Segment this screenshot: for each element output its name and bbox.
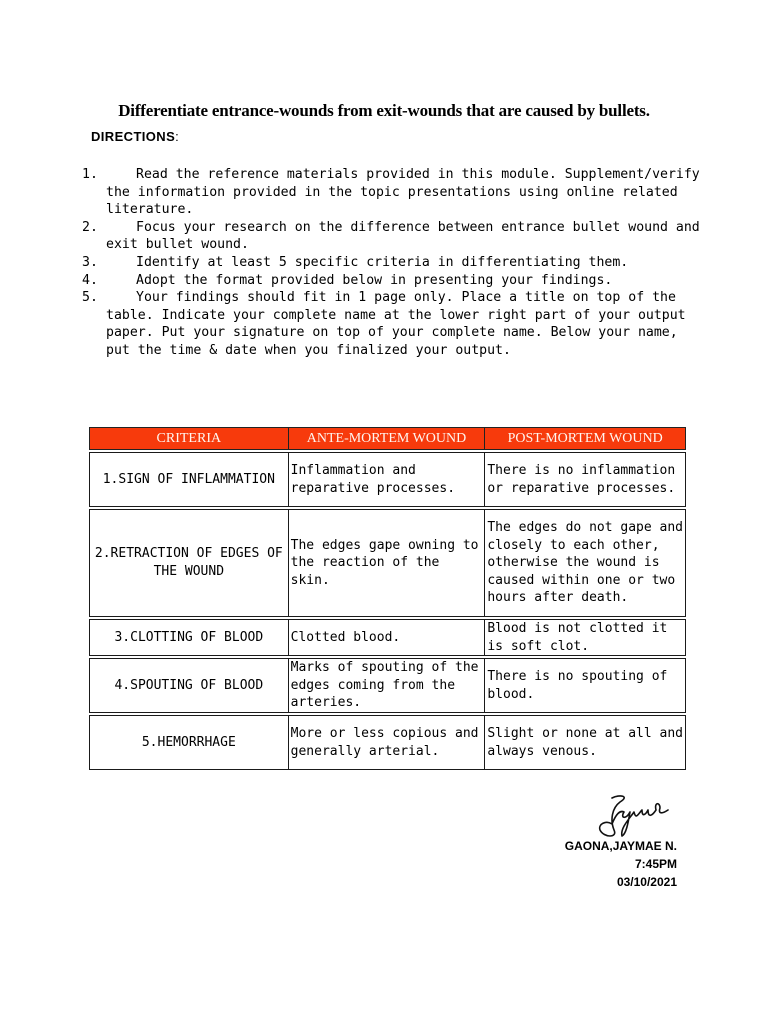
ante-mortem-cell: Inflammation and reparative processes.: [289, 452, 486, 507]
ante-mortem-cell: Clotted blood.: [289, 619, 486, 656]
header-post-mortem: POST-MORTEM WOUND: [485, 427, 686, 450]
post-mortem-cell: Slight or none at all and always venous.: [485, 715, 686, 770]
criteria-cell: 4.SPOUTING OF BLOOD: [89, 658, 289, 713]
header-criteria: CRITERIA: [89, 427, 289, 450]
direction-number: 5.: [82, 290, 98, 306]
table-row: [89, 715, 686, 770]
direction-number: 3.: [82, 254, 98, 270]
criteria-cell: 1.SIGN OF INFLAMMATION: [89, 452, 289, 507]
directions-colon: :: [175, 129, 180, 144]
direction-text: Focus your research on the difference between entrance bullet wound and exit bullet wound.: [106, 219, 700, 253]
table-header-row: [89, 427, 686, 450]
page-title: Differentiate entrance-wounds from exit-wounds that are caused by bullets.: [118, 101, 650, 120]
author-name: GAONA,JAYMAE N.: [564, 839, 677, 853]
direction-text: Identify at least 5 specific criteria in differentiating them.: [136, 254, 629, 270]
ante-mortem-cell: More or less copious and generally arterial.: [289, 715, 486, 770]
direction-item: [82, 219, 702, 254]
direction-text: Read the reference materials provided in this module. Supplement/verify the information provided in the topic presentations using online related literature.: [106, 167, 700, 218]
table-row: [89, 619, 686, 656]
criteria-cell: 5.HEMORRHAGE: [89, 715, 289, 770]
post-mortem-cell: There is no spouting of blood.: [485, 658, 686, 713]
completion-date: 03/10/2021: [616, 875, 677, 889]
table-row: [89, 509, 686, 617]
findings-table: [89, 425, 686, 772]
table-row: [89, 658, 686, 713]
ante-mortem-cell: Marks of spouting of the edges coming from the arteries.: [289, 658, 486, 713]
direction-number: 4.: [82, 272, 98, 288]
post-mortem-cell: The edges do not gape and closely to each other, otherwise the wound is caused within one or two hours after death.: [485, 509, 686, 617]
signature: [590, 790, 670, 840]
criteria-cell: 2.RETRACTION OF EDGES OF THE WOUND: [89, 509, 289, 617]
direction-item: [82, 166, 702, 219]
directions-list: [82, 166, 702, 360]
directions-heading: [91, 129, 179, 144]
direction-item: [82, 254, 702, 272]
ante-mortem-cell: The edges gape owning to the reaction of the skin.: [289, 509, 486, 617]
criteria-cell: 3.CLOTTING OF BLOOD: [89, 619, 289, 656]
completion-time: 7:45PM: [634, 857, 677, 871]
direction-item: [82, 289, 702, 359]
post-mortem-cell: Blood is not clotted it is soft clot.: [485, 619, 686, 656]
table-row: [89, 452, 686, 507]
direction-text: Adopt the format provided below in presenting your findings.: [136, 272, 613, 288]
direction-number: 2.: [82, 219, 98, 235]
direction-text: Your findings should fit in 1 page only. Place a title on top of the table. Indicate your complete name at the lower right part of your output paper. Put your signature on top of your complete name. Below your name, put the time & date when you finalized your output.: [106, 290, 686, 358]
post-mortem-cell: There is no inflammation or reparative processes.: [485, 452, 686, 507]
direction-item: [82, 272, 702, 290]
direction-number: 1.: [82, 167, 98, 182]
header-ante-mortem: ANTE-MORTEM WOUND: [289, 427, 486, 450]
author-block: [565, 837, 677, 891]
directions-label: DIRECTIONS: [91, 129, 176, 144]
